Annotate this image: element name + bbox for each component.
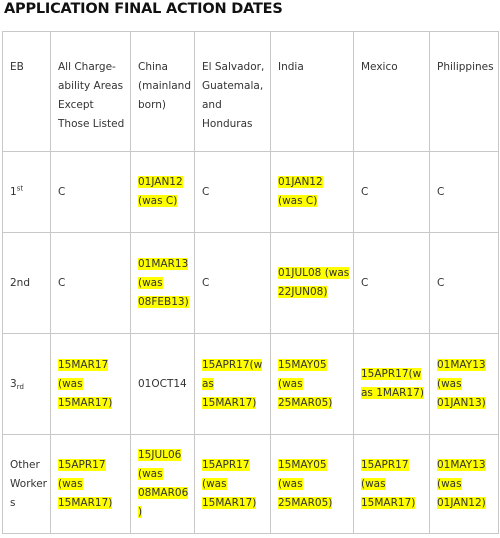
- category-cell: Other Workers: [3, 435, 51, 534]
- table-header-row: [3, 32, 499, 152]
- date-cell: C: [354, 233, 430, 334]
- page-title: APPLICATION FINAL ACTION DATES: [4, 1, 283, 17]
- date-cell: 01MAY13 (was 01JAN12): [430, 435, 499, 534]
- header-cell-eb: EB: [3, 32, 51, 152]
- header-cell-el-salvador: El Salvador, Guatemala, and Honduras: [195, 32, 271, 152]
- date-cell: 15APR17 (was 15MAR17): [51, 435, 131, 534]
- date-cell: 15MAY05 (was 25MAR05): [271, 435, 354, 534]
- header-cell-philippines: Philippines: [430, 32, 499, 152]
- date-cell: C: [195, 152, 271, 233]
- date-cell: C: [354, 152, 430, 233]
- date-cell: C: [51, 233, 131, 334]
- date-cell: 01OCT14: [131, 334, 195, 435]
- table-row: [3, 435, 499, 534]
- date-cell: 15JUL06 (was 08MAR06): [131, 435, 195, 534]
- category-cell: 1st: [3, 152, 51, 233]
- category-cell: $3_{rd}$: [3, 334, 51, 435]
- date-cell: C: [430, 233, 499, 334]
- ordinal-suffix: st: [16, 184, 24, 192]
- ordinal-suffix: rd: [16, 382, 24, 391]
- date-cell: C: [430, 152, 499, 233]
- date-cell: 15APR17(was 1MAR17): [354, 334, 430, 435]
- date-cell: 15APR17 (was 15MAR17): [354, 435, 430, 534]
- date-cell: 01JUL08 (was 22JUN08): [271, 233, 354, 334]
- date-cell: 01MAY13 (was 01JAN13): [430, 334, 499, 435]
- date-cell: 15MAY05 (was 25MAR05): [271, 334, 354, 435]
- final-action-dates-table: [2, 31, 499, 534]
- date-cell: C: [51, 152, 131, 233]
- date-cell: 01MAR13 (was 08FEB13): [131, 233, 195, 334]
- header-cell-india: India: [271, 32, 354, 152]
- date-cell: C: [195, 233, 271, 334]
- date-cell: 15MAR17 (was 15MAR17): [51, 334, 131, 435]
- date-cell: 01JAN12 (was C): [131, 152, 195, 233]
- category-cell: 2nd: [3, 233, 51, 334]
- date-cell: 15APR17 (was 15MAR17): [195, 435, 271, 534]
- table-row: [3, 233, 499, 334]
- header-cell-china: China (mainland born): [131, 32, 195, 152]
- header-cell-all-chargeability: All Charge-ability Areas Except Those Listed: [51, 32, 131, 152]
- date-cell: 01JAN12 (was C): [271, 152, 354, 233]
- date-cell: 15APR17(was 15MAR17): [195, 334, 271, 435]
- table-row: [3, 334, 499, 435]
- table-row: [3, 152, 499, 233]
- header-cell-mexico: Mexico: [354, 32, 430, 152]
